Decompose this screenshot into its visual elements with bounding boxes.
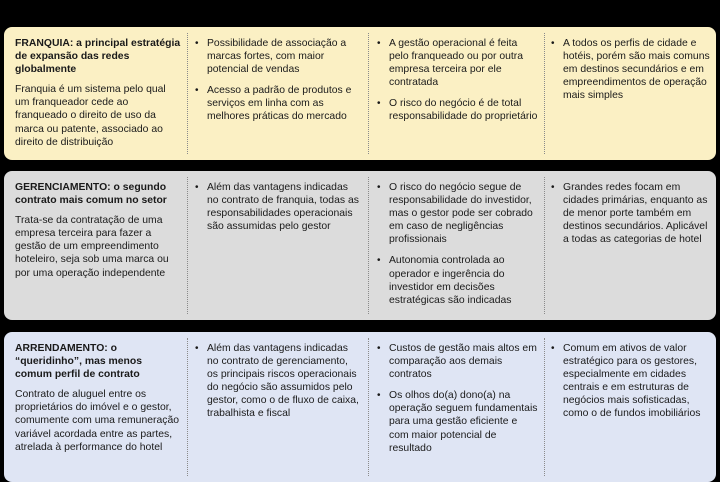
contract-description: Franquia é um sistema pelo qual um franqueador cede ao franqueado o direito de uso da marca ou patente, associado ao direito de distribuição <box>15 84 166 148</box>
column-divider <box>368 177 369 314</box>
list-item: • Além das vantagens indicadas no contrato de franquia, todas as responsabilidades operacionais são assumidas pelo gestor <box>195 182 359 233</box>
contract-title: FRANQUIA: a principal estratégia de expansão das redes globalmente <box>15 38 181 76</box>
list-item: • Possibilidade de associação a marcas fortes, com maior potencial de vendas <box>195 38 347 76</box>
contract-title: GERENCIAMENTO: o segundo contrato mais comum no setor <box>15 182 167 207</box>
list-item: • Acesso a padrão de produtos e serviços em linha com as melhores práticas do mercado <box>195 85 352 123</box>
usage-column <box>551 37 711 110</box>
column-divider <box>368 338 369 476</box>
column-divider <box>187 177 188 314</box>
contract-summary <box>15 181 181 280</box>
bullet-icon: • <box>377 255 381 267</box>
bullet-icon: • <box>551 343 555 354</box>
list-item: • Além das vantagens indicadas no contrato de gerenciamento, os principais riscos operacionais do negócio são assumidos pelo gestor, como o de fluxo de caixa, trabalhista e fiscal <box>195 343 359 420</box>
bullet-icon: • <box>377 38 381 49</box>
list-item: • Comum em ativos de valor estratégico para os gestores, especialmente em cidades centrais e em estruturas de negócios mais sofisticadas, como o de fundos imobiliários <box>551 343 701 420</box>
list-item: • Grandes redes focam em cidades primárias, enquanto as de menor porte também em destinos secundários. Aplicável a todas as categorias de hotel <box>551 182 708 246</box>
column-divider <box>187 338 188 476</box>
row-franquia <box>4 27 716 160</box>
list-item: • Autonomia controlada ao operador e ingerência do investidor em decisões estratégicas são indicadas <box>377 255 512 306</box>
usage-column <box>551 181 711 254</box>
list-item: • O risco do negócio é de total responsabilidade do proprietário <box>377 98 538 123</box>
bullet-icon: • <box>195 85 199 97</box>
bullet-icon: • <box>377 98 381 110</box>
column-divider <box>544 33 545 154</box>
bullet-icon: • <box>551 38 555 49</box>
list-item: • Custos de gestão mais altos em comparação aos demais contratos <box>377 343 537 381</box>
list-item: • A todos os perfis de cidade e hotéis, porém são mais comuns em destinos secundários e em empreendimentos de operação mais simples <box>551 38 710 102</box>
column-divider <box>544 338 545 476</box>
list-item: • Os olhos do(a) dono(a) na operação seguem fundamentais para uma gestão eficiente e com maior potencial de resultado <box>377 390 538 454</box>
risks-column <box>377 181 539 315</box>
bullet-icon: • <box>195 38 199 49</box>
bullet-icon: • <box>551 182 555 193</box>
risks-column <box>377 342 539 463</box>
usage-column <box>551 342 711 429</box>
bullet-icon: • <box>377 390 381 402</box>
advantages-column <box>195 37 359 132</box>
advantages-column <box>195 181 359 241</box>
advantages-column <box>195 342 359 429</box>
contract-description: Contrato de aluguel entre os proprietários do imóvel e o gestor, comumente com uma remuneração variável acordada entre as partes, atrelada à performance do hotel <box>15 389 180 453</box>
bullet-icon: • <box>195 182 199 193</box>
bullet-icon: • <box>195 343 199 354</box>
contract-title: ARRENDAMENTO: o “queridinho”, mas menos comum perfil de contrato <box>15 343 143 381</box>
column-divider <box>368 33 369 154</box>
contract-summary <box>15 37 181 149</box>
column-divider <box>187 33 188 154</box>
row-gerenciamento <box>4 171 716 320</box>
row-arrendamento <box>4 332 716 482</box>
column-divider <box>544 177 545 314</box>
list-item: • O risco do negócio segue de responsabilidade do investidor, mas o gestor pode ser cobrado em caso de negligências profissionais <box>377 182 533 246</box>
bullet-icon: • <box>377 182 381 193</box>
risks-column <box>377 37 539 132</box>
contract-description: Trata-se da contratação de uma empresa terceira para fazer a gestão de um empreendimento hoteleiro, seja sob uma marca ou por uma operação independente <box>15 215 169 279</box>
bullet-icon: • <box>377 343 381 354</box>
list-item: • A gestão operacional é feita pelo franqueado ou por outra empresa terceira por ele contratada <box>377 38 524 89</box>
contract-summary <box>15 342 181 454</box>
